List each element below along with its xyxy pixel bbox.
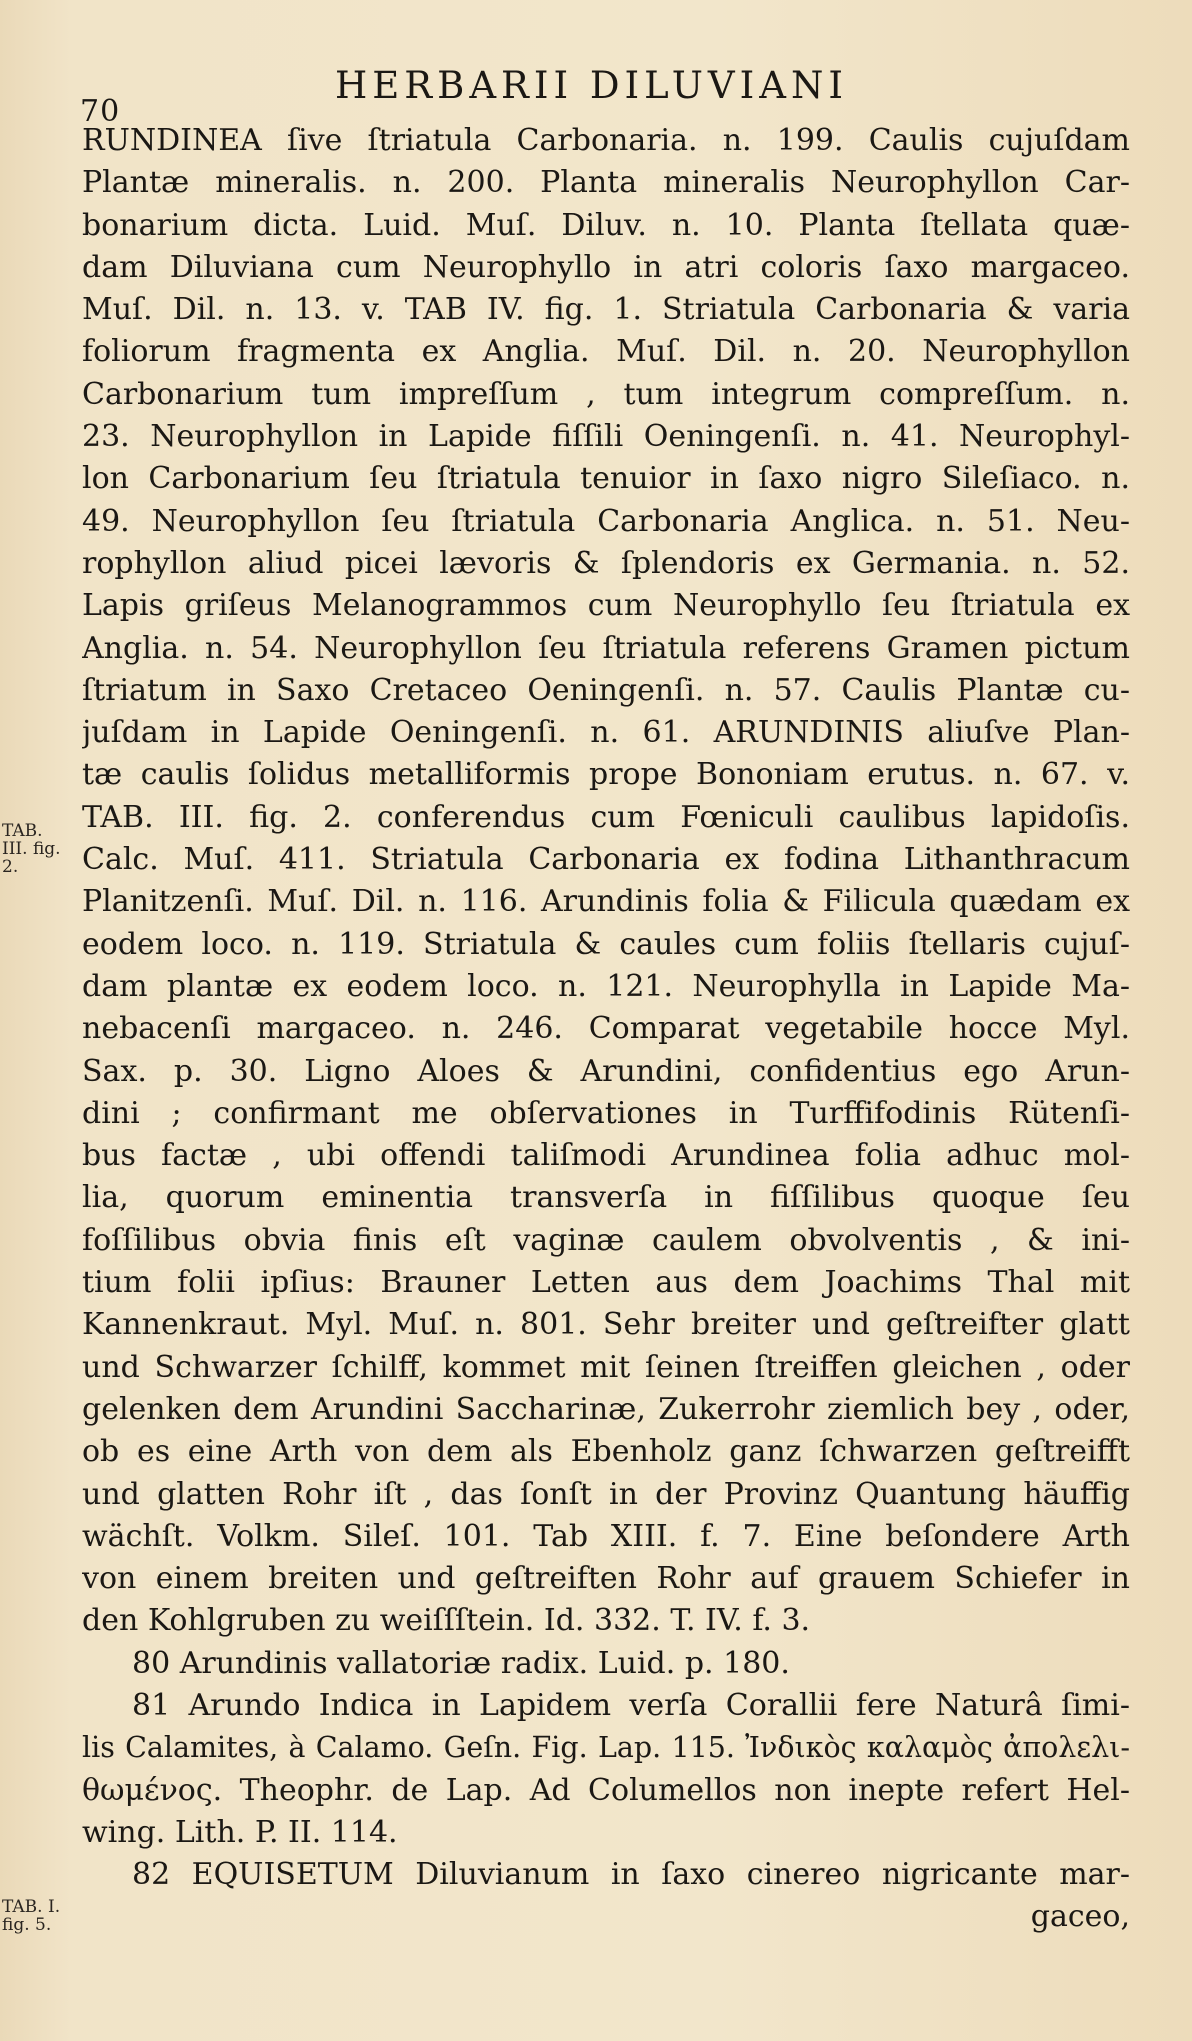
text-line: ſtriatum in Saxo Cretaceo Oeningenſi. n. 57. Caulis Plantæ cu- [82, 672, 1130, 708]
text-line: ob es eine Arth von dem als Ebenholz ganz ſchwarzen geſtreifft [82, 1434, 1130, 1470]
text-line: 23. Neurophyllon in Lapide fiſſili Oeningenſi. n. 41. Neurophyl- [82, 419, 1130, 455]
text-line: tium folii ipſius: Brauner Letten aus dem Joachims Thal mit [82, 1265, 1130, 1301]
text-line: bus factæ , ubi offendi taliſmodi Arundinea folia adhuc mol- [82, 1138, 1130, 1174]
text-line: 80 Arundinis vallatoriæ radix. Luid. p. 180. [132, 1645, 790, 1681]
text-line: nebacenſi margaceo. n. 246. Comparat vegetabile hocce Myl. [82, 1011, 1130, 1047]
text-line: RUNDINEA ſive ſtriatula Carbonaria. n. 199. Caulis cujuſdam [82, 123, 1130, 158]
text-line: und Schwarzer ſchilff, kommet mit ſeinen ſtreiffen gleichen , oder [82, 1349, 1130, 1385]
text-line: gelenken dem Arundini Saccharinæ, Zukerrohr ziemlich bey , oder, [82, 1391, 1130, 1427]
text-line: juſdam in Lapide Oeningenſi. n. 61. ARUNDINIS aliuſve Plan- [82, 715, 1130, 751]
text-line: Anglia. n. 54. Neurophyllon ſeu ſtriatula referens Gramen pictum [82, 630, 1130, 666]
text-line: und glatten Rohr iſt , das ſonſt in der Provinz Quantung häuffig [82, 1476, 1130, 1512]
text-line: von einem breiten und geſtreiften Rohr auf grauem Schiefer in [82, 1561, 1130, 1597]
text-line: Kannenkraut. Myl. Muſ. n. 801. Sehr breiter und geſtreifter glatt [82, 1307, 1130, 1343]
text-line: Lapis griſeus Melanogrammos cum Neurophyllo ſeu ſtriatula ex [82, 588, 1130, 624]
text-line: 82 EQUISETUM Diluvianum in ſaxo cinereo nigricante mar- [132, 1857, 1130, 1893]
text-line: wächſt. Volkm. Sileſ. 101. Tab XIII. f. 7. Eine beſondere Arth [82, 1518, 1130, 1554]
text-line: rophyllon aliud picei lævoris & ſplendoris ex Germania. n. 52. [82, 545, 1130, 581]
text-line: Sax. p. 30. Ligno Aloes & Arundini, confidentius ego Arun- [82, 1053, 1130, 1089]
text-line: bonarium dicta. Luid. Muſ. Diluv. n. 10. Planta ſtellata quæ- [82, 207, 1130, 243]
text-line: dam plantæ ex eodem loco. n. 121. Neurophylla in Lapide Ma- [82, 968, 1130, 1004]
text-line: eodem loco. n. 119. Striatula & caules cum foliis ſtellaris cujuſ- [82, 926, 1130, 962]
body-text [82, 120, 1130, 1939]
text-line: Plantæ mineralis. n. 200. Planta mineralis Neurophyllon Car- [82, 165, 1130, 201]
text-line: den Kohlgruben zu weiſſſtein. Id. 332. T. IV. f. 3. [82, 1603, 811, 1639]
text-line: wing. Lith. P. II. 114. [82, 1814, 398, 1850]
text-line: tæ caulis ſolidus metalliformis prope Bononiam erutus. n. 67. v. [82, 757, 1130, 793]
running-head: HERBARII DILUVIANI [335, 64, 848, 107]
text-line: Carbonarium tum impreſſum , tum integrum compreſſum. n. [82, 376, 1130, 412]
text-line: 81 Arundo Indica in Lapidem verſa Corallii fere Naturâ ſimi- [132, 1687, 1130, 1723]
text-line: Planitzenſi. Muſ. Dil. n. 116. Arundinis folia & Filicula quædam ex [82, 884, 1130, 920]
text-line: foliorum fragmenta ex Anglia. Muſ. Dil. n. 20. Neurophyllon [82, 334, 1130, 370]
text-line: gaceo, [1030, 1899, 1130, 1935]
text-line: lis Calamites, à Calamo. Geſn. Fig. Lap. 115. Ἰνδικὸς καλαμὸς ἀπολελι- [82, 1731, 1130, 1765]
margin-note-tab-3: TAB. III. fig. 2. [2, 821, 61, 877]
margin-note-tab-1: TAB. I. fig. 5. [2, 1897, 61, 1935]
page-header [80, 58, 1130, 129]
text-line: 49. Neurophyllon ſeu ſtriatula Carbonaria Anglica. n. 51. Neu- [82, 503, 1130, 539]
text-line: lia, quorum eminentia transverſa in fiſſilibus quoque ſeu [82, 1180, 1130, 1216]
text-line: Calc. Muſ. 411. Striatula Carbonaria ex fodina Lithanthracum [82, 842, 1130, 878]
page-number: 70 [80, 94, 121, 129]
text-line: Muſ. Dil. n. 13. v. TAB IV. fig. 1. Striatula Carbonaria & varia [82, 292, 1130, 328]
text-line: dini ; confirmant me obſervationes in Turffifodinis Rütenſi- [82, 1095, 1130, 1131]
text-line: lon Carbonarium ſeu ſtriatula tenuior in ſaxo nigro Sileſiaco. n. [82, 461, 1130, 497]
text-line: θωμένος. Theophr. de Lap. Ad Columellos non inepte refert Hel- [82, 1772, 1130, 1808]
text-line: foſſilibus obvia finis eſt vaginæ caulem obvolventis , & ini- [82, 1222, 1130, 1258]
text-line: TAB. III. fig. 2. conferendus cum Fœniculi caulibus lapidoſis. [82, 799, 1130, 835]
text-line: dam Diluviana cum Neurophyllo in atri coloris ſaxo margaceo. [82, 249, 1130, 285]
